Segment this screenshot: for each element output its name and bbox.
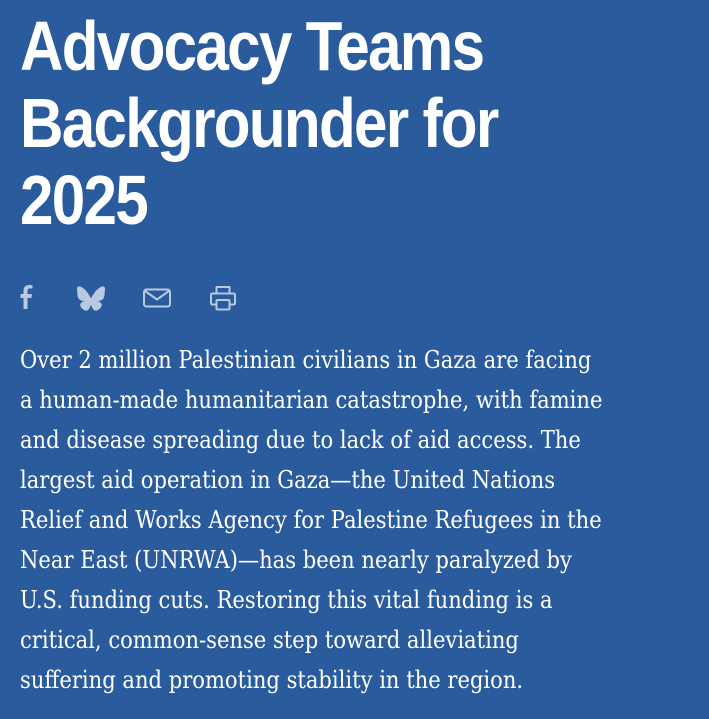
email-glyph [142,283,172,313]
print-glyph [208,283,238,313]
body-line: U.S. funding cuts. Restoring this vital funding is a [20,585,553,614]
facebook-icon[interactable] [18,283,40,313]
body-line: critical, common-sense step toward alleviating [20,625,519,654]
page-title [20,8,596,239]
body-line: a human-made humanitarian catastrophe, with famine [20,385,603,414]
body-line: Near East (UNRWA)—has been nearly paralyzed by [20,545,572,574]
title-line: Advocacy Teams [20,7,484,85]
body-line: Over 2 million Palestinian civilians in Gaza are facing [20,345,592,374]
print-icon[interactable] [208,283,238,313]
share-bar [18,282,238,314]
title-line: Backgrounder for [20,84,498,162]
body-line: and disease spreading due to lack of aid access. The [20,425,581,454]
bluesky-glyph [76,283,106,313]
body-line: largest aid operation in Gaza—the United Nations [20,465,556,494]
email-icon[interactable] [142,283,172,313]
bluesky-icon[interactable] [76,283,106,313]
body-line: suffering and promoting stability in the region. [20,665,524,694]
article-summary [20,340,603,700]
body-line: Relief and Works Agency for Palestine Refugees in the [20,505,602,534]
title-line: 2025 [20,161,148,239]
facebook-glyph [18,283,40,313]
